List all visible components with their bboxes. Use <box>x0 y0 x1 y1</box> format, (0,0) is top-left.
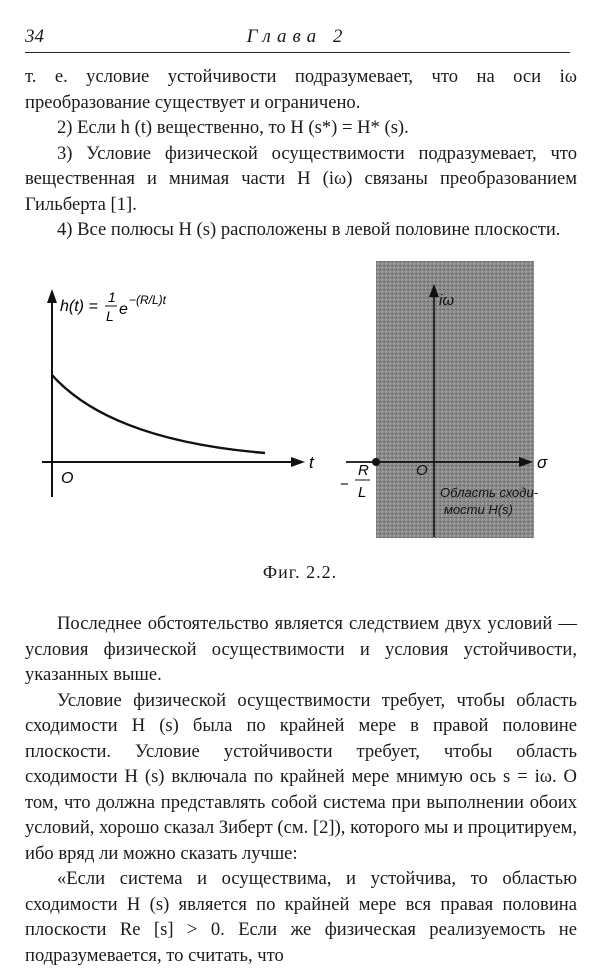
figure-2-2 <box>0 245 600 595</box>
bottom-text-block <box>25 611 577 968</box>
region-label-line2: мости H(s) <box>444 502 513 517</box>
region-label-line1: Область сходи- <box>440 485 539 500</box>
figure-svg <box>0 245 600 555</box>
chapter-title: Глава 2 <box>246 26 349 47</box>
paragraph: Последнее обстоятельство является следствием двух условий — условия физической осуществимости и условия устойчивости, указанных выше. <box>25 613 577 685</box>
header-rule <box>25 52 570 53</box>
left-origin-label: O <box>61 470 74 487</box>
pole-marker <box>372 458 380 466</box>
pole-numerator: R <box>358 462 369 479</box>
formula-exponent: −(R/L)t <box>129 293 167 307</box>
h-axis-arrow <box>47 289 57 303</box>
paragraph: Условие физической осуществимости требует, чтобы область сходимости H (s) была по крайней мере в правой половине плоскости. Условие устойчивости требует, чтобы область сходимости H (s) включала по крайней мере мнимую ось s = iω. О том, что должна представлять собой система при выполнении обоих условий, хорошо сказал Зиберт (см. [2]), которого мы и процитируем, ибо вряд ли можно сказать лучше: <box>25 689 577 864</box>
figure-caption: Фиг. 2.2. <box>262 562 338 582</box>
pole-denominator: L <box>358 484 367 501</box>
t-axis-label: t <box>309 453 314 472</box>
decay-curve <box>52 375 265 453</box>
formula-den: L <box>106 308 114 324</box>
s-plane-plot <box>340 261 548 538</box>
paragraph: 4) Все полюсы H (s) расположены в левой половине плоскости. <box>57 219 561 240</box>
formula-prefix: h(t) = <box>60 298 98 315</box>
formula-exp-base: e <box>119 301 128 318</box>
paragraph: 2) Если h (t) вещественно, то H (s*) = H* (s). <box>57 117 409 138</box>
top-text-block <box>25 64 577 243</box>
t-axis-arrow <box>291 457 305 467</box>
time-response-plot <box>42 289 315 497</box>
right-origin-label: O <box>416 462 428 479</box>
page-header <box>25 26 570 48</box>
paragraph: т. е. условие устойчивости подразумевает, что на оси iω преобразование существует и ограничено. <box>25 66 577 113</box>
page-number: 34 <box>25 26 44 47</box>
paragraph: «Если система и осуществима, и устойчива, то областью сходимости H (s) является по крайней мере вся правая половина плоскости Re [s] > 0. Если же физическая реализуемость не подразумевается, то считать, что <box>25 868 577 966</box>
paragraph: 3) Условие физической осуществимости подразумевает, что вещественная и мнимая части H (iω) связаны преобразованием Гильберта [1]. <box>25 142 577 215</box>
pole-sign: − <box>340 476 349 493</box>
formula-num: 1 <box>108 289 116 305</box>
iw-axis-label: iω <box>439 292 455 309</box>
sigma-axis-label: σ <box>537 453 548 472</box>
